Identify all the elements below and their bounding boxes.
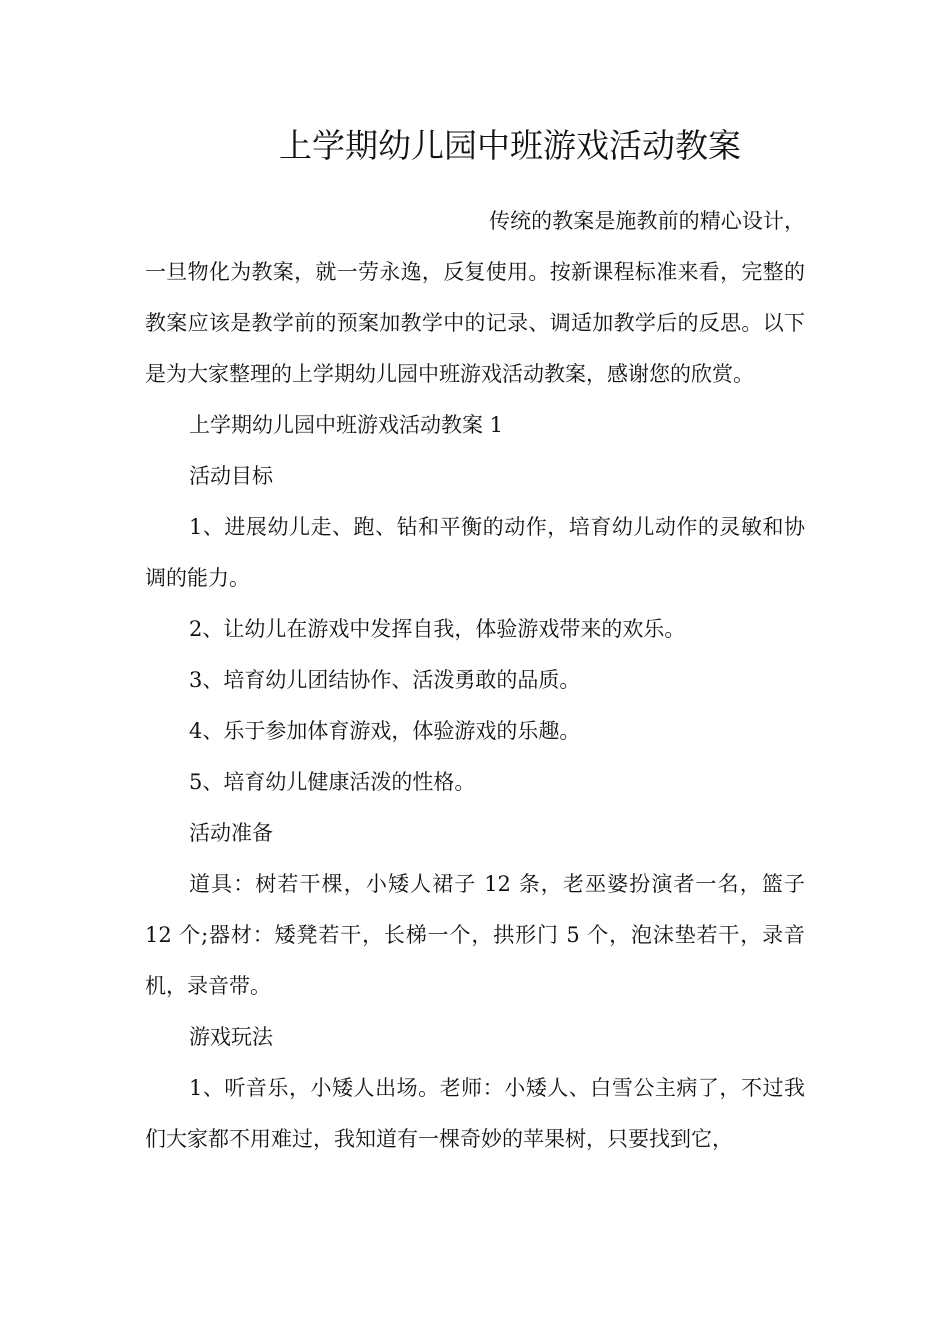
document-body bbox=[145, 196, 805, 1165]
section-heading-preparation: 活动准备 bbox=[189, 821, 273, 845]
preparation-paragraph: 道具：树若干棵，小矮人裙子 12 条，老巫婆扮演者一名，篮子 12 个;器材：矮凳若干，长梯一个，拱形门 5 个，泡沫垫若干，录音机，录音带。 bbox=[145, 872, 805, 998]
goal-item-3: 3、培育幼儿团结协作、活泼勇敢的品质。 bbox=[189, 668, 581, 692]
goal-item-5: 5、培育幼儿健康活泼的性格。 bbox=[189, 770, 476, 794]
document-title: 上学期幼儿园中班游戏活动教案 bbox=[279, 126, 741, 165]
section-heading-gameplay: 游戏玩法 bbox=[189, 1025, 273, 1049]
gameplay-item-1: 1、听音乐，小矮人出场。老师：小矮人、白雪公主病了，不过我们大家都不用难过，我知道有一棵奇妙的苹果树，只要找到它， bbox=[145, 1076, 805, 1151]
section-heading-lesson-1: 上学期幼儿园中班游戏活动教案 1 bbox=[189, 413, 504, 437]
intro-paragraph: 传统的教案是施教前的精心设计，一旦物化为教案，就一劳永逸，反复使用。按新课程标准来看，完整的教案应该是教学前的预案加教学中的记录、调适加教学后的反思。以下是为大家整理的上学期幼儿园中班游戏活动教案，感谢您的欣赏。 bbox=[145, 209, 805, 386]
goal-item-4: 4、乐于参加体育游戏，体验游戏的乐趣。 bbox=[189, 719, 581, 743]
goal-item-2: 2、让幼儿在游戏中发挥自我，体验游戏带来的欢乐。 bbox=[189, 617, 686, 641]
section-heading-goals: 活动目标 bbox=[189, 464, 273, 488]
goal-item-1: 1、进展幼儿走、跑、钻和平衡的动作，培育幼儿动作的灵敏和协调的能力。 bbox=[145, 515, 805, 590]
